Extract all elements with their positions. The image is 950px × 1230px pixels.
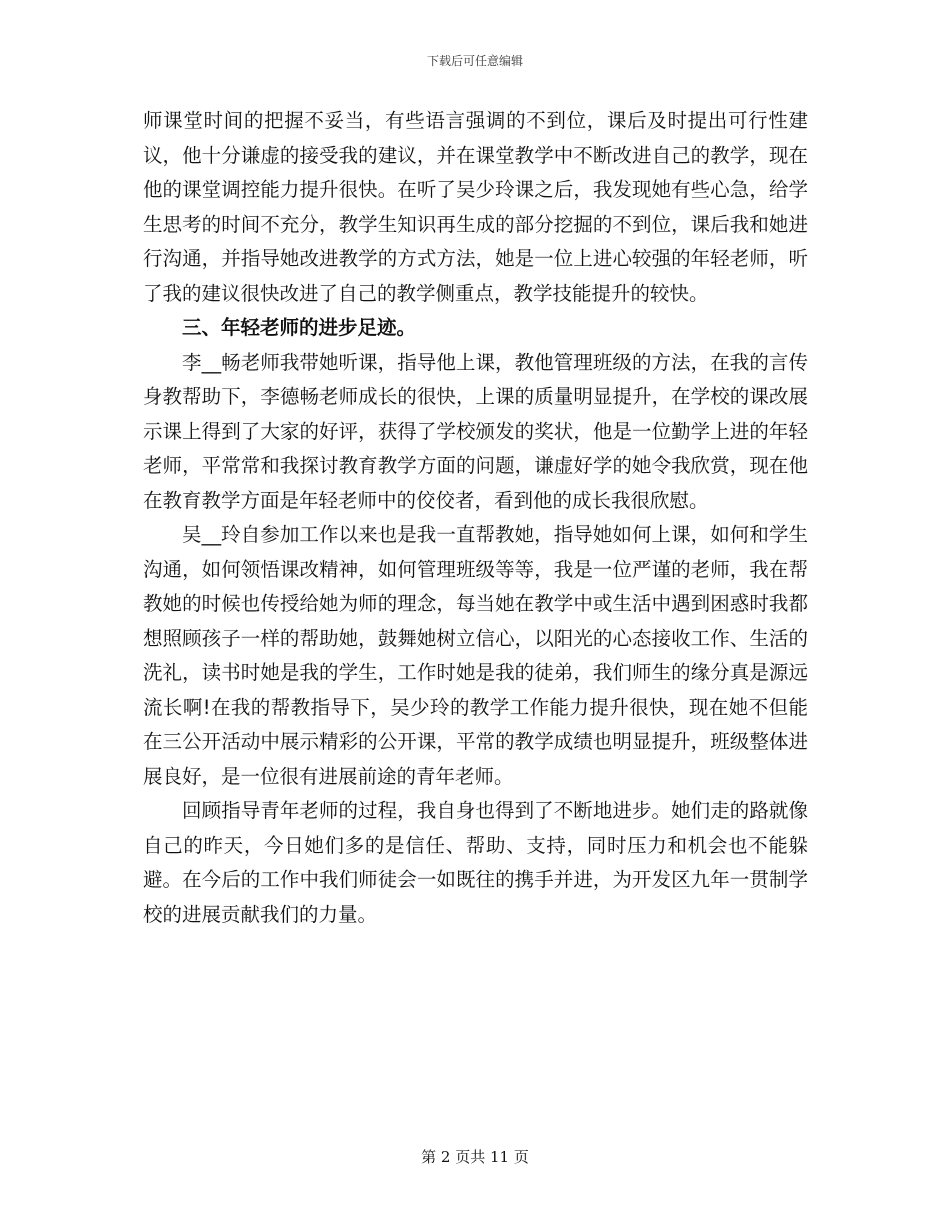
paragraph-li: 李__畅老师我带她听课，指导他上课，教他管理班级的方法，在我的言传身教帮助下，李德畅老师成长的很快，上课的质量明显提升，在学校的课改展示课上得到了大家的好评，获得了学校颁发的奖状，他是一位勤学上进的年轻老师，平常常和我探讨教育教学方面的问题，谦虚好学的她令我欣赏，现在他在教育教学方面是年轻老师中的佼佼者，看到他的成长我很欣慰。 [143, 350, 808, 512]
document-body [143, 104, 808, 932]
section-heading: 三、年轻老师的进步足迹。 [182, 316, 417, 339]
page-number: 第 2 页共 11 页 [421, 1148, 529, 1166]
paragraph-continued: 师课堂时间的把握不妥当，有些语言强调的不到位，课后及时提出可行性建议，他十分谦虚的接受我的建议，并在课堂教学中不断改进自己的教学，现在他的课堂调控能力提升很快。在听了吴少玲课之后，我发现她有些心急，给学生思考的时间不充分，教学生知识再生成的部分挖掘的不到位，课后我和她进行沟通，并指导她改进教学的方式方法，她是一位上进心较强的年轻老师，听了我的建议很快改进了自己的教学侧重点，教学技能提升的较快。 [143, 109, 808, 305]
paragraph-review: 回顾指导青年老师的过程，我自身也得到了不断地进步。她们走的路就像自己的昨天，今日她们多的是信任、帮助、支持，同时压力和机会也不能躲避。在今后的工作中我们师徒会一如既往的携手并进，为开发区九年一贯制学校的进展贡献我们的力量。 [143, 799, 808, 926]
page-header: 下载后可任意编辑 [426, 54, 523, 68]
paragraph-wu: 吴__玲自参加工作以来也是我一直帮教她，指导她如何上课，如何和学生沟通，如何领悟课改精神，如何管理班级等等，我是一位严谨的老师，我在帮教她的时候也传授给她为师的理念，每当她在教学中或生活中遇到困惑时我都想照顾孩子一样的帮助她，鼓舞她树立信心，以阳光的心态接收工作、生活的洗礼，读书时她是我的学生，工作时她是我的徒弟，我们师生的缘分真是源远流长啊!在我的帮教指导下，吴少玲的教学工作能力提升很快，现在她不但能在三公开活动中展示精彩的公开课，平常的教学成绩也明显提升，班级整体进展良好，是一位很有进展前途的青年老师。 [143, 523, 808, 788]
